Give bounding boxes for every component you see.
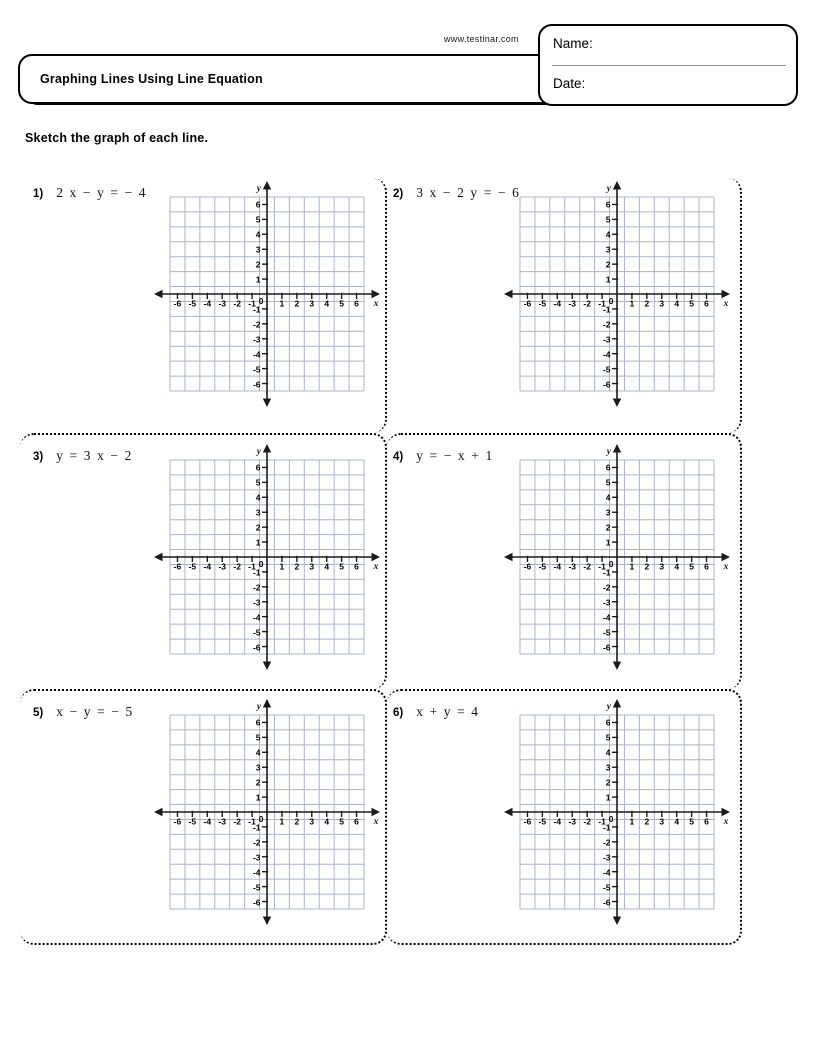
svg-text:-6: -6 — [602, 642, 611, 653]
svg-text:1: 1 — [629, 561, 635, 572]
svg-text:0: 0 — [608, 559, 614, 569]
svg-text:-2: -2 — [233, 561, 241, 572]
svg-text:1: 1 — [255, 792, 261, 803]
problem-equation: x + y = 4 — [416, 704, 479, 719]
svg-text:-3: -3 — [602, 852, 611, 863]
problem-cell-2 — [387, 178, 742, 433]
svg-text:x: x — [373, 562, 379, 572]
problem-equation: 3 x − 2 y = − 6 — [416, 185, 520, 200]
problem-number: 4) — [393, 451, 404, 463]
svg-text:-1: -1 — [602, 822, 611, 833]
problem-header — [393, 185, 519, 201]
problem-cell-4 — [387, 433, 742, 689]
svg-text:-3: -3 — [602, 597, 611, 608]
worksheet-title: Graphing Lines Using Line Equation — [40, 72, 263, 86]
problem-header — [393, 448, 493, 464]
svg-text:-5: -5 — [188, 561, 197, 572]
coordinate-grid — [502, 442, 732, 672]
coordinate-grid — [152, 697, 382, 927]
problem-header — [33, 185, 146, 201]
svg-text:-5: -5 — [252, 882, 261, 893]
svg-text:-1: -1 — [248, 816, 256, 827]
svg-text:-4: -4 — [203, 298, 212, 309]
svg-text:-5: -5 — [538, 298, 547, 309]
svg-text:1: 1 — [629, 298, 635, 309]
svg-text:-2: -2 — [252, 319, 261, 330]
date-label: Date: — [553, 76, 586, 91]
svg-text:1: 1 — [629, 816, 635, 827]
svg-text:3: 3 — [255, 762, 261, 773]
svg-text:2: 2 — [255, 522, 261, 533]
svg-text:6: 6 — [255, 717, 261, 728]
coordinate-grid — [152, 442, 382, 672]
svg-text:-6: -6 — [252, 642, 261, 653]
svg-text:0: 0 — [608, 296, 614, 306]
svg-text:-1: -1 — [602, 304, 611, 315]
svg-text:6: 6 — [605, 717, 611, 728]
svg-text:4: 4 — [255, 229, 261, 240]
svg-text:4: 4 — [674, 561, 680, 572]
svg-text:6: 6 — [605, 199, 611, 210]
svg-text:-5: -5 — [252, 364, 261, 375]
instruction-text: Sketch the graph of each line. — [25, 131, 209, 145]
svg-text:1: 1 — [279, 298, 285, 309]
svg-text:3: 3 — [659, 561, 665, 572]
svg-text:6: 6 — [704, 298, 709, 309]
svg-text:-2: -2 — [233, 816, 241, 827]
svg-text:-2: -2 — [583, 816, 591, 827]
svg-text:-1: -1 — [602, 567, 611, 578]
svg-text:-5: -5 — [602, 882, 611, 893]
svg-text:-6: -6 — [602, 379, 611, 390]
svg-text:-6: -6 — [523, 816, 532, 827]
svg-text:4: 4 — [674, 816, 680, 827]
svg-text:3: 3 — [659, 298, 665, 309]
svg-text:5: 5 — [605, 477, 611, 488]
svg-text:3: 3 — [309, 298, 315, 309]
svg-text:-1: -1 — [248, 298, 256, 309]
svg-text:y: y — [606, 447, 611, 457]
svg-text:-2: -2 — [583, 561, 591, 572]
svg-text:x: x — [373, 817, 379, 827]
svg-text:-5: -5 — [252, 627, 261, 638]
svg-text:2: 2 — [294, 561, 300, 572]
svg-text:0: 0 — [258, 296, 264, 306]
svg-text:2: 2 — [255, 777, 261, 788]
svg-text:-5: -5 — [538, 816, 547, 827]
svg-text:5: 5 — [255, 214, 261, 225]
problem-cell-1 — [20, 178, 387, 433]
svg-text:-3: -3 — [568, 561, 577, 572]
problem-cell-6 — [387, 689, 742, 945]
problem-cell-5 — [20, 689, 387, 945]
svg-text:x: x — [723, 817, 729, 827]
svg-text:2: 2 — [294, 298, 300, 309]
svg-text:5: 5 — [689, 816, 694, 827]
svg-text:5: 5 — [255, 732, 261, 743]
svg-text:-2: -2 — [233, 298, 241, 309]
svg-text:3: 3 — [605, 244, 611, 255]
svg-text:-3: -3 — [218, 816, 227, 827]
svg-text:-4: -4 — [602, 867, 611, 878]
svg-text:2: 2 — [605, 777, 611, 788]
svg-text:5: 5 — [689, 561, 694, 572]
coordinate-grid — [502, 179, 732, 409]
svg-text:0: 0 — [608, 814, 614, 824]
svg-text:2: 2 — [605, 522, 611, 533]
svg-text:4: 4 — [324, 816, 330, 827]
svg-text:-5: -5 — [538, 561, 547, 572]
svg-text:-4: -4 — [252, 612, 261, 623]
name-date-box — [538, 24, 798, 106]
svg-text:3: 3 — [605, 507, 611, 518]
svg-text:-4: -4 — [252, 867, 261, 878]
svg-text:-2: -2 — [583, 298, 591, 309]
svg-text:4: 4 — [324, 298, 330, 309]
svg-text:y: y — [606, 702, 611, 712]
svg-text:-4: -4 — [203, 561, 212, 572]
problem-header — [33, 448, 132, 464]
svg-text:4: 4 — [605, 229, 611, 240]
svg-text:-5: -5 — [602, 364, 611, 375]
svg-text:1: 1 — [279, 816, 285, 827]
problem-number: 5) — [33, 707, 44, 719]
svg-text:2: 2 — [644, 816, 650, 827]
svg-text:-1: -1 — [598, 298, 606, 309]
svg-text:-4: -4 — [553, 298, 562, 309]
svg-text:-5: -5 — [188, 816, 197, 827]
svg-text:-6: -6 — [173, 561, 182, 572]
problems-grid — [20, 178, 742, 945]
svg-text:1: 1 — [605, 537, 611, 548]
svg-text:2: 2 — [255, 259, 261, 270]
svg-text:6: 6 — [704, 816, 709, 827]
svg-text:1: 1 — [255, 537, 261, 548]
svg-text:6: 6 — [704, 561, 709, 572]
coordinate-grid — [502, 697, 732, 927]
problem-equation: y = − x + 1 — [416, 448, 493, 463]
svg-text:-1: -1 — [248, 561, 256, 572]
svg-text:-1: -1 — [252, 822, 261, 833]
svg-text:5: 5 — [339, 561, 344, 572]
problem-number: 3) — [33, 451, 44, 463]
svg-text:4: 4 — [605, 747, 611, 758]
svg-text:y: y — [256, 184, 261, 194]
svg-text:3: 3 — [309, 561, 315, 572]
name-fill-line — [552, 65, 786, 66]
svg-text:-4: -4 — [252, 349, 261, 360]
svg-text:4: 4 — [605, 492, 611, 503]
svg-text:2: 2 — [644, 561, 650, 572]
svg-text:-5: -5 — [188, 298, 197, 309]
svg-text:-1: -1 — [252, 567, 261, 578]
svg-text:5: 5 — [339, 816, 344, 827]
svg-text:-3: -3 — [252, 597, 261, 608]
svg-text:4: 4 — [255, 747, 261, 758]
svg-text:6: 6 — [605, 462, 611, 473]
svg-text:6: 6 — [354, 816, 359, 827]
svg-text:6: 6 — [354, 298, 359, 309]
svg-text:1: 1 — [279, 561, 285, 572]
website-url: www.testinar.com — [444, 34, 519, 44]
svg-text:4: 4 — [324, 561, 330, 572]
svg-text:-6: -6 — [523, 561, 532, 572]
svg-text:4: 4 — [674, 298, 680, 309]
svg-text:5: 5 — [605, 732, 611, 743]
svg-text:-3: -3 — [218, 298, 227, 309]
svg-text:-4: -4 — [553, 816, 562, 827]
svg-text:5: 5 — [689, 298, 694, 309]
problem-number: 6) — [393, 707, 404, 719]
svg-text:4: 4 — [255, 492, 261, 503]
svg-text:2: 2 — [294, 816, 300, 827]
problem-number: 2) — [393, 188, 404, 200]
svg-text:5: 5 — [339, 298, 344, 309]
svg-text:-2: -2 — [252, 837, 261, 848]
svg-text:-4: -4 — [553, 561, 562, 572]
svg-text:6: 6 — [354, 561, 359, 572]
svg-text:-6: -6 — [602, 897, 611, 908]
problem-equation: x − y = − 5 — [56, 704, 133, 719]
svg-text:0: 0 — [258, 814, 264, 824]
problem-equation: 2 x − y = − 4 — [56, 185, 147, 200]
svg-text:-1: -1 — [252, 304, 261, 315]
svg-text:-2: -2 — [252, 582, 261, 593]
svg-text:y: y — [256, 702, 261, 712]
svg-text:-3: -3 — [568, 298, 577, 309]
svg-text:y: y — [606, 184, 611, 194]
svg-text:-6: -6 — [523, 298, 532, 309]
svg-text:-6: -6 — [252, 897, 261, 908]
svg-text:-2: -2 — [602, 837, 611, 848]
svg-text:-6: -6 — [252, 379, 261, 390]
problem-header — [33, 704, 133, 720]
svg-text:-1: -1 — [598, 561, 606, 572]
svg-text:5: 5 — [605, 214, 611, 225]
svg-text:3: 3 — [659, 816, 665, 827]
svg-text:-3: -3 — [218, 561, 227, 572]
name-label: Name: — [553, 36, 593, 51]
svg-text:1: 1 — [255, 274, 261, 285]
svg-text:-3: -3 — [568, 816, 577, 827]
svg-text:0: 0 — [258, 559, 264, 569]
svg-text:-6: -6 — [173, 298, 182, 309]
coordinate-grid — [152, 179, 382, 409]
svg-text:2: 2 — [605, 259, 611, 270]
svg-text:-4: -4 — [203, 816, 212, 827]
problem-number: 1) — [33, 188, 44, 200]
svg-text:x: x — [723, 562, 729, 572]
svg-text:3: 3 — [309, 816, 315, 827]
svg-text:3: 3 — [255, 507, 261, 518]
svg-text:1: 1 — [605, 274, 611, 285]
svg-text:-5: -5 — [602, 627, 611, 638]
svg-text:3: 3 — [605, 762, 611, 773]
svg-text:-3: -3 — [602, 334, 611, 345]
svg-text:-2: -2 — [602, 319, 611, 330]
svg-text:-4: -4 — [602, 612, 611, 623]
problem-header — [393, 704, 479, 720]
svg-text:2: 2 — [644, 298, 650, 309]
problem-equation: y = 3 x − 2 — [56, 448, 132, 463]
svg-text:6: 6 — [255, 199, 261, 210]
svg-text:-3: -3 — [252, 852, 261, 863]
svg-text:x: x — [373, 299, 379, 309]
svg-text:3: 3 — [255, 244, 261, 255]
svg-text:-3: -3 — [252, 334, 261, 345]
svg-text:6: 6 — [255, 462, 261, 473]
svg-text:-4: -4 — [602, 349, 611, 360]
svg-text:5: 5 — [255, 477, 261, 488]
svg-text:x: x — [723, 299, 729, 309]
svg-text:1: 1 — [605, 792, 611, 803]
problem-cell-3 — [20, 433, 387, 689]
svg-text:y: y — [256, 447, 261, 457]
svg-text:-1: -1 — [598, 816, 606, 827]
svg-text:-2: -2 — [602, 582, 611, 593]
svg-text:-6: -6 — [173, 816, 182, 827]
